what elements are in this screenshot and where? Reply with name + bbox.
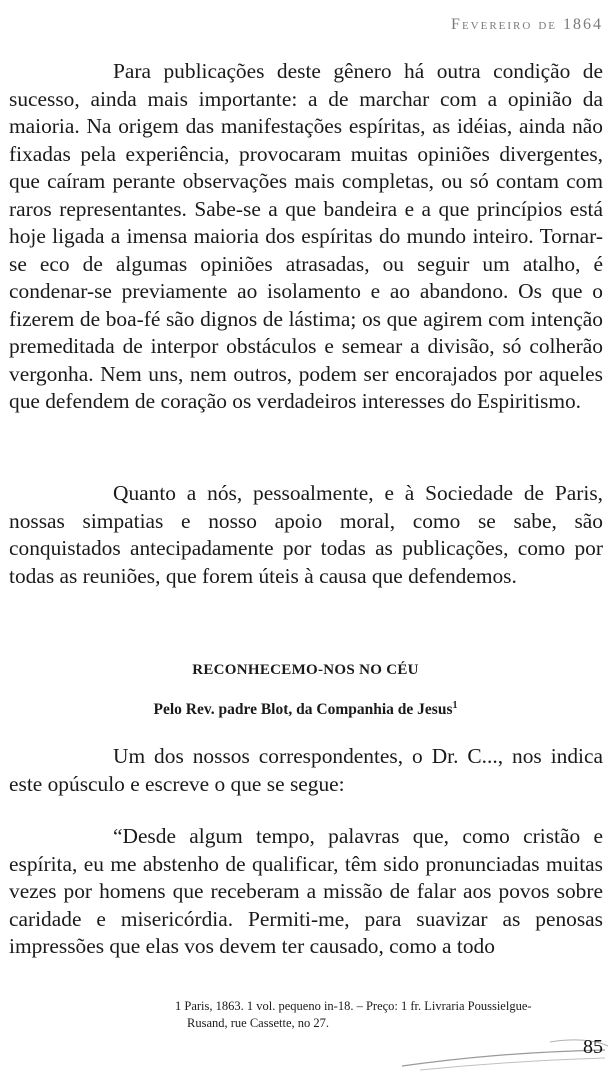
section-subtitle	[0, 701, 611, 719]
paragraph-citacao: “Desde algum tempo, palavras que, como cristão e espírita, eu me abstenho de qualificar, têm sido pronunciadas muitas vezes por homens que receberam a missão de falar aos povos sobre caridade e misericórdia. Permiti-me, para suavizar as penosas impressões que elas vos devem ter causado, como a todo	[9, 824, 603, 958]
section-title: RECONHECEMO-NOS NO CÉU	[192, 662, 419, 678]
paragraph-quanto-a-nos: Quanto a nós, pessoalmente, e à Sociedade de Paris, nossas simpatias e nosso apoio moral, como se sabe, são conquistados antecipadamente por todas as publicações, como por todas as reuniões, que forem úteis à causa que defendemos.	[9, 481, 603, 588]
page-corner-ornament	[400, 1036, 611, 1074]
paragraph-publicacoes: Para publicações deste gênero há outra condição de sucesso, ainda mais importante: a de marchar com a opinião da maioria. Na origem das manifestações espíritas, as idéias, ainda não fixadas pela experiência, provocaram muitas opiniões divergentes, que caíram perante observações mais completas, ou só contam com raros representantes. Sabe-se a que bandeira e a que princípios está hoje ligada a imensa maioria dos espíritas do mundo inteiro. Tornar-se eco de algumas opiniões atrasadas, ou seguir um atalho, é condenar-se previamente ao isolamento e ao abandono. Os que o fizerem de boa-fé são dignos de lástima; os que agirem com intenção premeditada de interpor obstáculos e semear a divisão, só colherão vergonha. Nem uns, nem outros, podem ser encorajados por aqueles que defendem de coração os verdadeiros interesses do Espiritismo.	[9, 59, 603, 413]
section-subtitle-text: Pelo Rev. padre Blot, da Companhia de Jesus	[153, 701, 453, 718]
paragraph-correspondente: Um dos nossos correspondentes, o Dr. C..., nos indica este opúsculo e escreve o que se segue:	[9, 744, 603, 796]
page-number: 85	[583, 1036, 603, 1058]
footnote-line-1: 1 Paris, 1863. 1 vol. pequeno in-18. – Preço: 1 fr. Livraria Poussielgue-	[175, 999, 532, 1013]
running-header: Fevereiro de 1864	[451, 16, 603, 33]
footnote-marker: 1	[452, 699, 458, 711]
footnote-line-2: Rusand, rue Cassette, no 27.	[187, 1016, 329, 1030]
footnote	[175, 998, 605, 1032]
